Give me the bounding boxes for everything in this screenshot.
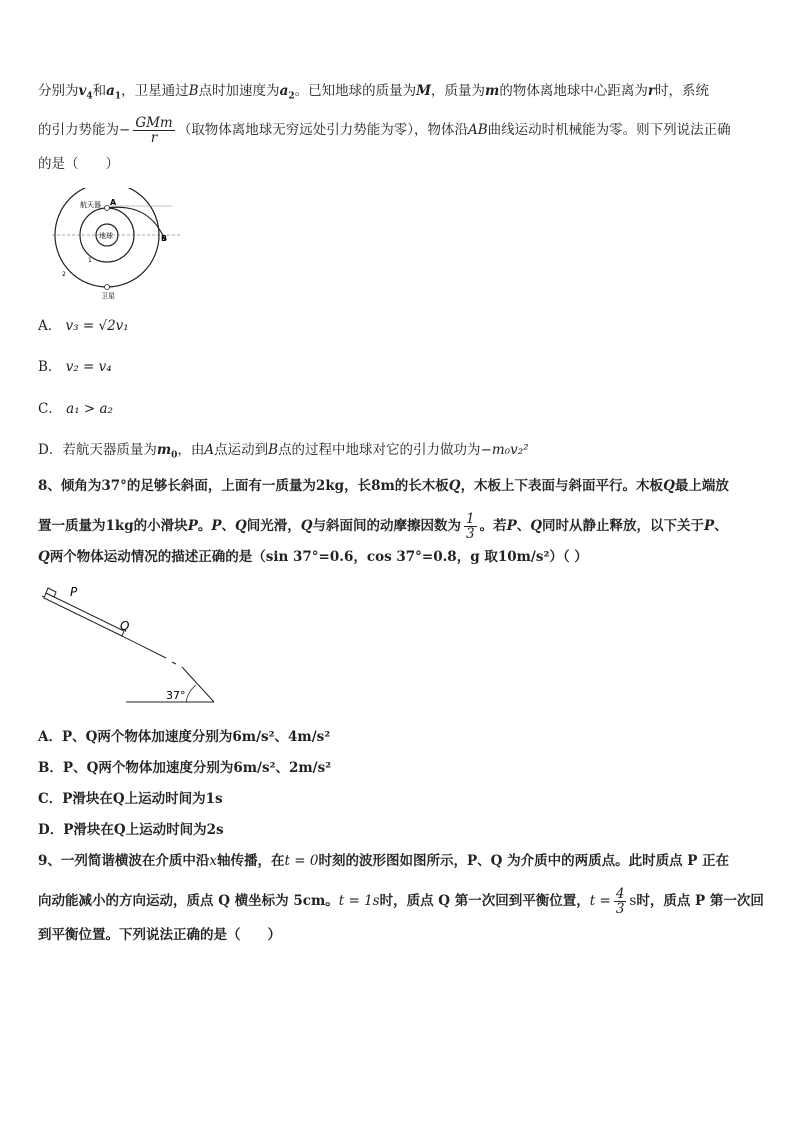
- point-a-marker: [105, 206, 110, 211]
- label-q: Q: [120, 619, 130, 633]
- trajectory-ab: [107, 207, 165, 240]
- label-p: P: [70, 585, 78, 599]
- potential-energy-fraction: $\frac{\text{GMm}}{r}$: [135, 115, 173, 146]
- q7-line-1: 分别为$v_4$和$a_1$，卫星通过B点时加速度为$a_2$。已知地球的质量为M，质量为m的物体离地球中心距离为r时，系统: [38, 83, 709, 102]
- satellite-label: 卫星: [101, 292, 115, 300]
- q9-line-3: 到平衡位置。下列说法正确的是（ ）: [38, 927, 281, 943]
- orbit-1-label: 1: [88, 257, 92, 264]
- q8-line-1: 8、倾角为37°的足够长斜面，上面有一质量为2kg，长8m的长木板Q，木板上下表面与斜面平行。木板Q最上端放: [38, 478, 729, 494]
- q7-option-a: A． v₃ = √2v₁: [38, 318, 129, 334]
- q7-option-c: C． a₁ > a₂: [38, 401, 113, 417]
- orbit-2-label: 2: [62, 271, 66, 278]
- angle-arc: [186, 685, 196, 702]
- q7-line-2: 的引力势能为− $\frac{\text{GMm}}{r}$ （取物体离地球无穷远处引力势能为零），物体沿AB曲线运动时机械能为零。则下列说法正确: [38, 115, 731, 146]
- q7-line-3: 的是（ ）: [38, 156, 119, 172]
- satellite-marker: [105, 285, 110, 290]
- time-fraction: $\frac{4}{3}$: [615, 886, 625, 917]
- earth-label: 地球: [99, 232, 113, 240]
- q8-line-3: Q两个物体运动情况的描述正确的是（sin 37°=0.6，cos 37°=0.8，g 取10m/s²）（ ）: [38, 549, 588, 565]
- q7-option-d: D．若航天器质量为$m_0$，由A点运动到B点的过程中地球对它的引力做功为−m₀v₂²: [38, 442, 529, 461]
- spacecraft-label: 航天器: [80, 201, 101, 209]
- q7-option-b: B． v₂ = v₄: [38, 359, 112, 375]
- label-b: B: [161, 234, 168, 243]
- incline-lower: [182, 667, 214, 702]
- orbit-diagram: [52, 188, 187, 303]
- q8-option-a: A．P、Q两个物体加速度分别为6m/s²、4m/s²: [38, 729, 331, 745]
- incline-gap-mark: [172, 662, 176, 664]
- q8-option-c: C．P滑块在Q上运动时间为1s: [38, 791, 223, 807]
- q8-line-2: 置一质量为1kg的小滑块P。P、Q间光滑，Q与斜面间的动摩擦因数为 $\frac{1}{3}$ 。若P、Q同时从静止释放，以下关于P、: [38, 511, 728, 542]
- q9-line-1: 9、一列简谐横波在介质中沿x轴传播，在t = 0时刻的波形图如图所示，P、Q 为介质中的两质点。此时质点 P 正在: [38, 853, 730, 869]
- incline-diagram: [36, 582, 221, 707]
- q8-option-b: B．P、Q两个物体加速度分别为6m/s²、2m/s²: [38, 760, 332, 776]
- q9-line-2: 向动能减小的方向运动，质点 Q 横坐标为 5cm。t = 1s时，质点 Q 第一次回到平衡位置，t = $\frac{4}{3}$ s时，质点 P 第一次回: [38, 886, 764, 917]
- board-q: [44, 593, 124, 636]
- label-angle: 37°: [166, 689, 186, 702]
- q8-option-d: D．P滑块在Q上运动时间为2s: [38, 822, 224, 838]
- friction-coefficient-fraction: $\frac{1}{3}$: [466, 511, 475, 542]
- label-a: A: [110, 198, 117, 207]
